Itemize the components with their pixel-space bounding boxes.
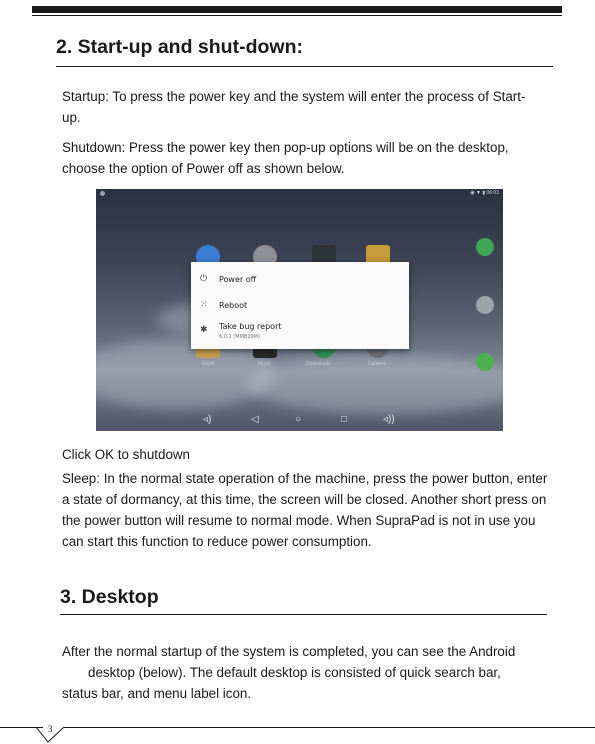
status-bar — [96, 189, 503, 201]
desktop-paragraph — [62, 641, 548, 704]
footer-rule-right — [64, 727, 595, 728]
browser-shortcut-icon[interactable] — [476, 353, 494, 371]
power-icon: ⏻ — [200, 273, 208, 283]
startup-paragraph: Startup: To press the power key and the system will enter the process of Start-up. — [62, 89, 526, 125]
app-label: Email — [202, 361, 215, 367]
reboot-option[interactable] — [191, 293, 409, 317]
app-label: Downloads — [306, 361, 331, 367]
header-bar — [32, 6, 562, 13]
navigation-bar — [96, 409, 503, 431]
section-3-rule — [60, 614, 547, 615]
desktop-line-3: status bar, and menu label icon. — [62, 686, 252, 701]
option-sublabel: 6.0.1 (MMB29M) — [219, 334, 260, 340]
reboot-icon: ⁙ — [200, 299, 208, 309]
page-number: 3 — [48, 724, 53, 734]
power-off-option[interactable] — [191, 267, 409, 291]
recents-icon[interactable]: □ — [341, 414, 348, 425]
sleep-paragraph: Sleep: In the normal state operation of the machine, press the power button, enter a state of dormancy, at this time, the screen will be closed. Another short press on the power button will resume to normal mode. When SupraPad is not in use you can start this function to reduce power consumption. — [62, 471, 548, 549]
volume-down-icon[interactable]: ◃) — [203, 414, 212, 425]
option-label: Reboot — [219, 301, 248, 310]
click-ok-text: Click OK to shutdown — [62, 447, 191, 462]
power-options-dialog — [191, 262, 409, 349]
app-drawer-icon[interactable] — [476, 296, 494, 314]
desktop-line-1: After the normal startup of the system is completed, you can see the Android — [62, 644, 516, 659]
app-label: Music — [258, 361, 272, 367]
section-2-rule — [56, 66, 553, 67]
notification-icon — [100, 191, 105, 196]
android-screenshot — [96, 189, 503, 431]
option-label: Power off — [219, 275, 257, 284]
status-clock: ◉ ▼ ▮ 06:03 — [470, 190, 499, 196]
option-label: Take bug report — [219, 322, 282, 331]
bug-report-option[interactable] — [191, 319, 409, 343]
desktop-line-2: desktop (below). The default desktop is consisted of quick search bar, — [88, 665, 501, 680]
header-rule — [32, 15, 562, 16]
back-icon[interactable]: ◁ — [251, 414, 259, 425]
bug-icon: ✱ — [200, 324, 208, 334]
app-label: Camera — [368, 361, 386, 367]
shutdown-paragraph: Shutdown: Press the power key then pop-up options will be on the desktop, choose the option of Power off as shown below. — [62, 140, 509, 176]
section-2-heading: 2. Start-up and shut-down: — [56, 36, 303, 58]
cloud — [96, 339, 276, 409]
volume-up-icon[interactable]: ◃)) — [383, 414, 395, 425]
section-3-heading: 3. Desktop — [60, 586, 159, 608]
home-icon[interactable]: ○ — [295, 414, 302, 425]
settings-shortcut-icon[interactable] — [476, 238, 494, 256]
